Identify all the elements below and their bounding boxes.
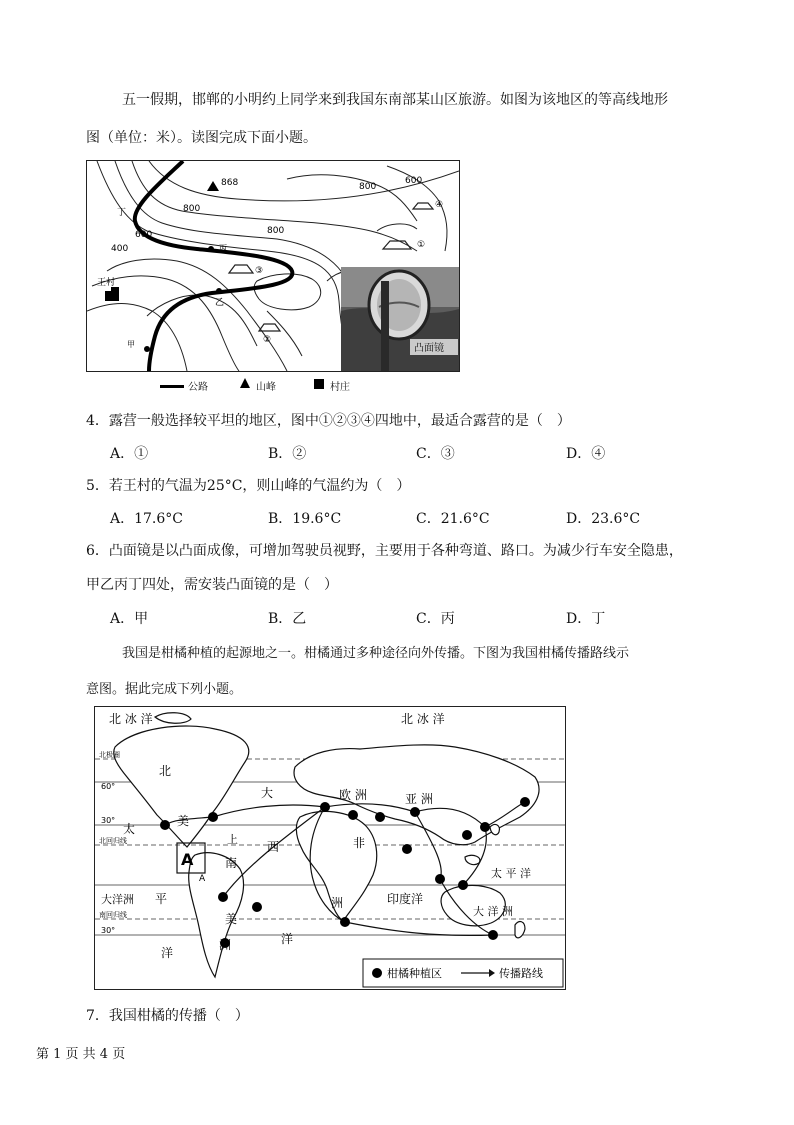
label-mei-2: 美: [225, 912, 238, 926]
site-1: ①: [417, 240, 426, 250]
label-zhou: 洲: [331, 896, 344, 910]
label-zhou-2: 洲: [219, 938, 232, 952]
question-7-stem: 7．我国柑橘的传播（ ）: [86, 1008, 249, 1024]
question-6-stem-line-2: 甲乙丙丁四处，需安装凸面镜的是（ ）: [86, 577, 338, 593]
label-pacific: 太 平 洋: [491, 867, 531, 880]
q6-option-a[interactable]: A．甲: [110, 611, 149, 627]
contour-map: [87, 161, 459, 371]
legend-peak: 山峰: [256, 382, 276, 393]
world-map-legend: [363, 959, 563, 987]
lat-30s: 30°: [101, 926, 116, 935]
label-yi: 乙: [215, 298, 225, 308]
label-jia: 甲: [127, 340, 135, 349]
q5-option-b[interactable]: B．19.6°C: [268, 511, 342, 527]
site-3: ③: [255, 266, 264, 276]
legend-village: 村庄: [330, 382, 350, 393]
label-bing: 丙: [219, 244, 227, 253]
label-yang-2: 洋: [281, 932, 294, 946]
village-icon: [314, 379, 324, 389]
label-xi: 西: [267, 840, 280, 854]
page-footer: 第 1 页 共 4 页: [36, 1047, 126, 1062]
world-map-figure: [94, 706, 566, 990]
q5-option-a[interactable]: A．17.6°C: [110, 511, 183, 527]
orchard-icon: [372, 968, 382, 978]
road-line-symbol: [160, 385, 184, 388]
label-indian: 印度洋: [387, 892, 424, 906]
passage-2: [86, 638, 766, 706]
site-4: ④: [435, 200, 444, 210]
legend-road: 公路: [188, 382, 208, 393]
question-4-options: [110, 443, 730, 463]
label-arctic-left: 北 冰 洋: [109, 712, 153, 726]
q5-option-d[interactable]: D．23.6°C: [566, 511, 641, 527]
contour-map-figure: [86, 160, 460, 372]
passage-2-line-1: 我国是柑橘种植的起源地之一。柑橘通过多种途径向外传播。下图为我国柑橘传播路线示: [122, 646, 630, 661]
question-6-options: [110, 608, 730, 628]
peak-triangle-icon: [240, 378, 250, 388]
q6-option-d[interactable]: D．丁: [566, 611, 606, 627]
label-europe: 欧 洲: [339, 788, 367, 802]
label-tropic-s: 南回归线: [99, 911, 127, 919]
q4-option-a[interactable]: A．①: [110, 446, 149, 462]
convex-mirror-photo: [341, 267, 459, 371]
passage-2-line-2: 意图。据此完成下列小题。: [86, 682, 243, 697]
contour-800-a: 800: [183, 204, 201, 214]
label-mei: 美: [177, 814, 190, 828]
label-da: 大: [261, 786, 274, 800]
question-5-options: [110, 508, 730, 528]
question-5-stem: 5．若王村的气温为25°C，则山峰的气温约为（ ）: [86, 478, 411, 494]
peak-elevation: 868: [221, 178, 239, 188]
q5-option-c[interactable]: C．21.6°C: [416, 511, 490, 527]
legend-orchard: 柑橘种植区: [387, 967, 442, 980]
citrus-route-map: [95, 707, 565, 989]
passage-1-line-1: 五一假期，邯郸的小明约上同学来到我国东南部某山区旅游。如图为该地区的等高线地形: [122, 92, 668, 108]
contour-600-a: 600: [405, 176, 423, 186]
label-yang-1: 洋: [161, 946, 174, 960]
q4-option-d[interactable]: D．④: [566, 446, 606, 462]
q6-option-b[interactable]: B．乙: [268, 611, 307, 627]
mirror-caption: 凸面镜: [414, 343, 444, 354]
q6-option-c[interactable]: C．丙: [416, 611, 455, 627]
q4-option-c[interactable]: C．③: [416, 446, 455, 462]
label-arctic-circle: 北极圈: [99, 751, 120, 759]
label-north: 北: [159, 764, 172, 778]
label-tropic-n: 北回归线: [99, 837, 127, 845]
contour-600-b: 600: [135, 230, 153, 240]
question-6-stem-line-1: 6．凸面镜是以凸面成像，可增加驾驶员视野，主要用于各种弯道、路口。为减少行车安全隐患，: [86, 543, 683, 559]
q4-option-b[interactable]: B．②: [268, 446, 307, 462]
label-A: A: [181, 850, 194, 869]
site-2: ②: [263, 335, 272, 345]
label-nan: 南: [225, 856, 238, 870]
label-ping: 平: [155, 892, 168, 906]
label-oceania-right: 大 洋 洲: [473, 905, 513, 918]
legend-route: 传播路线: [499, 967, 543, 980]
label-ding: 丁: [117, 208, 127, 218]
lat-60: 60°: [101, 782, 116, 791]
passage-1: [86, 84, 766, 154]
label-asia: 亚 洲: [405, 792, 433, 806]
question-4-stem: 4．露营一般选择较平坦的地区，图中①②③④四地中，最适合露营的是（ ）: [86, 413, 571, 429]
label-arctic-right: 北 冰 洋: [401, 712, 445, 726]
label-fei: 非: [353, 836, 366, 850]
lat-30n: 30°: [101, 816, 116, 825]
contour-400: 400: [111, 244, 129, 254]
label-wangcun: 王村: [97, 278, 116, 288]
contour-800-c: 800: [359, 182, 377, 192]
contour-800-b: 800: [267, 226, 285, 236]
contour-legend: [160, 378, 460, 394]
label-tai: 太: [123, 822, 136, 836]
label-shang: 上: [227, 833, 238, 846]
label-oceania-left: 大洋洲: [101, 893, 134, 906]
label-A-small: A: [199, 874, 206, 884]
passage-1-line-2: 图（单位：米）。读图完成下面小题。: [86, 130, 317, 146]
